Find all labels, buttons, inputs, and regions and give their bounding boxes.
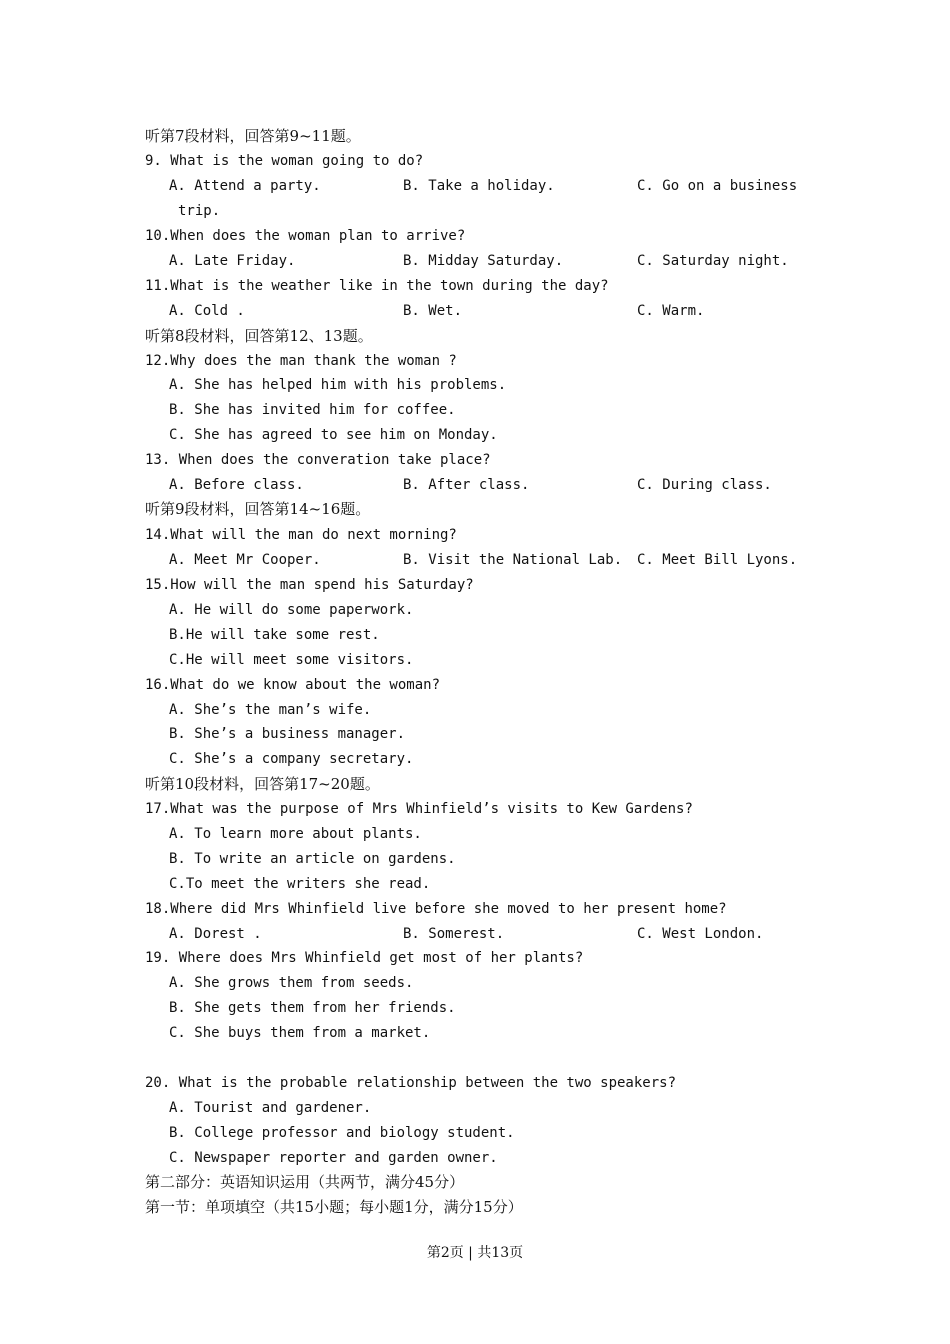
line-text: B. She’s a business manager. <box>169 726 406 742</box>
line-text: 14.What will the man do next morning? <box>145 527 457 543</box>
text-line <box>0 1096 950 1120</box>
answer-option: A. Meet Mr Cooper. <box>169 552 321 568</box>
line-text: 第一节：单项填空（共15小题；每小题1分，满分15分） <box>145 1198 523 1216</box>
text-line <box>0 1021 950 1045</box>
text-line <box>0 673 950 697</box>
text-line <box>0 523 950 547</box>
text-line <box>0 598 950 622</box>
text-line <box>0 722 950 746</box>
answer-option: B. After class. <box>403 477 530 493</box>
line-text: B. She has invited him for coffee. <box>169 402 456 418</box>
text-line <box>0 747 950 771</box>
line-text: B. College professor and biology student. <box>169 1125 515 1141</box>
answer-option: C. Warm. <box>637 303 705 319</box>
text-line <box>0 698 950 722</box>
line-text: C. She has agreed to see him on Monday. <box>169 427 498 443</box>
answer-option: A. Late Friday. <box>169 253 296 269</box>
answer-option: B. Somerest. <box>403 926 505 942</box>
answer-option: C. Go on a business <box>637 178 798 194</box>
text-line <box>0 448 950 472</box>
text-line <box>0 249 950 273</box>
answer-option: C. During class. <box>637 477 772 493</box>
text-line <box>0 548 950 572</box>
line-text: A. She’s the man’s wife. <box>169 702 372 718</box>
text-line <box>0 648 950 672</box>
answer-option: A. Dorest . <box>169 926 262 942</box>
text-line <box>0 623 950 647</box>
text-line <box>0 497 950 521</box>
line-text: 9. What is the woman going to do? <box>145 153 424 169</box>
text-line <box>0 573 950 597</box>
answer-option: C. West London. <box>637 926 764 942</box>
text-line <box>0 199 950 223</box>
line-text: 17.What was the purpose of Mrs Whinfield’s visits to Kew Gardens? <box>145 801 693 817</box>
line-text: 12.Why does the man thank the woman ? <box>145 353 457 369</box>
line-text: C.To meet the writers she read. <box>169 876 431 892</box>
text-line <box>0 1121 950 1145</box>
line-text: 11.What is the weather like in the town during the day? <box>145 278 609 294</box>
text-line <box>0 847 950 871</box>
line-text: B. She gets them from her friends. <box>169 1000 456 1016</box>
line-text: 18.Where did Mrs Whinfield live before she moved to her present home? <box>145 901 727 917</box>
text-line <box>0 174 950 198</box>
line-text: 15.How will the man spend his Saturday? <box>145 577 474 593</box>
line-text: 10.When does the woman plan to arrive? <box>145 228 466 244</box>
text-line <box>0 797 950 821</box>
line-text: A. She grows them from seeds. <box>169 975 414 991</box>
line-text: 16.What do we know about the woman? <box>145 677 441 693</box>
text-line <box>0 996 950 1020</box>
answer-option: A. Attend a party. <box>169 178 321 194</box>
answer-option: B. Midday Saturday. <box>403 253 564 269</box>
text-line <box>0 1146 950 1170</box>
text-line <box>0 224 950 248</box>
line-text: A. He will do some paperwork. <box>169 602 414 618</box>
line-text: C.He will meet some visitors. <box>169 652 414 668</box>
text-line <box>0 349 950 373</box>
line-text: 第二部分：英语知识运用（共两节，满分45分） <box>145 1173 465 1191</box>
line-text: trip. <box>178 203 221 219</box>
answer-option: B. Visit the National Lab. <box>403 552 623 568</box>
line-text: C. Newspaper reporter and garden owner. <box>169 1150 498 1166</box>
text-line <box>0 971 950 995</box>
line-text: B. To write an article on gardens. <box>169 851 456 867</box>
answer-option: A. Cold . <box>169 303 245 319</box>
text-line <box>0 1071 950 1095</box>
text-line <box>0 772 950 796</box>
text-line <box>0 373 950 397</box>
answer-option: B. Wet. <box>403 303 463 319</box>
line-text: C. She’s a company secretary. <box>169 751 414 767</box>
text-line <box>0 1170 950 1194</box>
line-text: 听第9段材料，回答第14~16题。 <box>145 500 371 518</box>
text-line <box>0 822 950 846</box>
text-line <box>0 1195 950 1219</box>
text-line <box>0 274 950 298</box>
text-line <box>0 324 950 348</box>
line-text: A. She has helped him with his problems. <box>169 377 507 393</box>
answer-option: A. Before class. <box>169 477 304 493</box>
text-line <box>0 897 950 921</box>
text-line <box>0 473 950 497</box>
text-line <box>0 124 950 148</box>
text-line <box>0 872 950 896</box>
line-text: 20. What is the probable relationship between the two speakers? <box>145 1075 677 1091</box>
page-footer: 第2页 | 共13页 <box>426 1245 524 1261</box>
line-text: B.He will take some rest. <box>169 627 380 643</box>
text-line <box>0 922 950 946</box>
line-text: 听第7段材料，回答第9~11题。 <box>145 127 361 145</box>
text-line <box>0 398 950 422</box>
text-line <box>0 423 950 447</box>
line-text: A. Tourist and gardener. <box>169 1100 372 1116</box>
line-text: 19. Where does Mrs Whinfield get most of her plants? <box>145 950 584 966</box>
line-text: C. She buys them from a market. <box>169 1025 431 1041</box>
line-text: 听第10段材料，回答第17~20题。 <box>145 775 380 793</box>
text-line <box>0 299 950 323</box>
text-line <box>0 149 950 173</box>
answer-option: C. Meet Bill Lyons. <box>637 552 798 568</box>
line-text: A. To learn more about plants. <box>169 826 422 842</box>
text-line <box>0 946 950 970</box>
answer-option: C. Saturday night. <box>637 253 789 269</box>
line-text: 听第8段材料，回答第12、13题。 <box>145 327 373 345</box>
line-text: 13. When does the converation take place? <box>145 452 491 468</box>
answer-option: B. Take a holiday. <box>403 178 555 194</box>
